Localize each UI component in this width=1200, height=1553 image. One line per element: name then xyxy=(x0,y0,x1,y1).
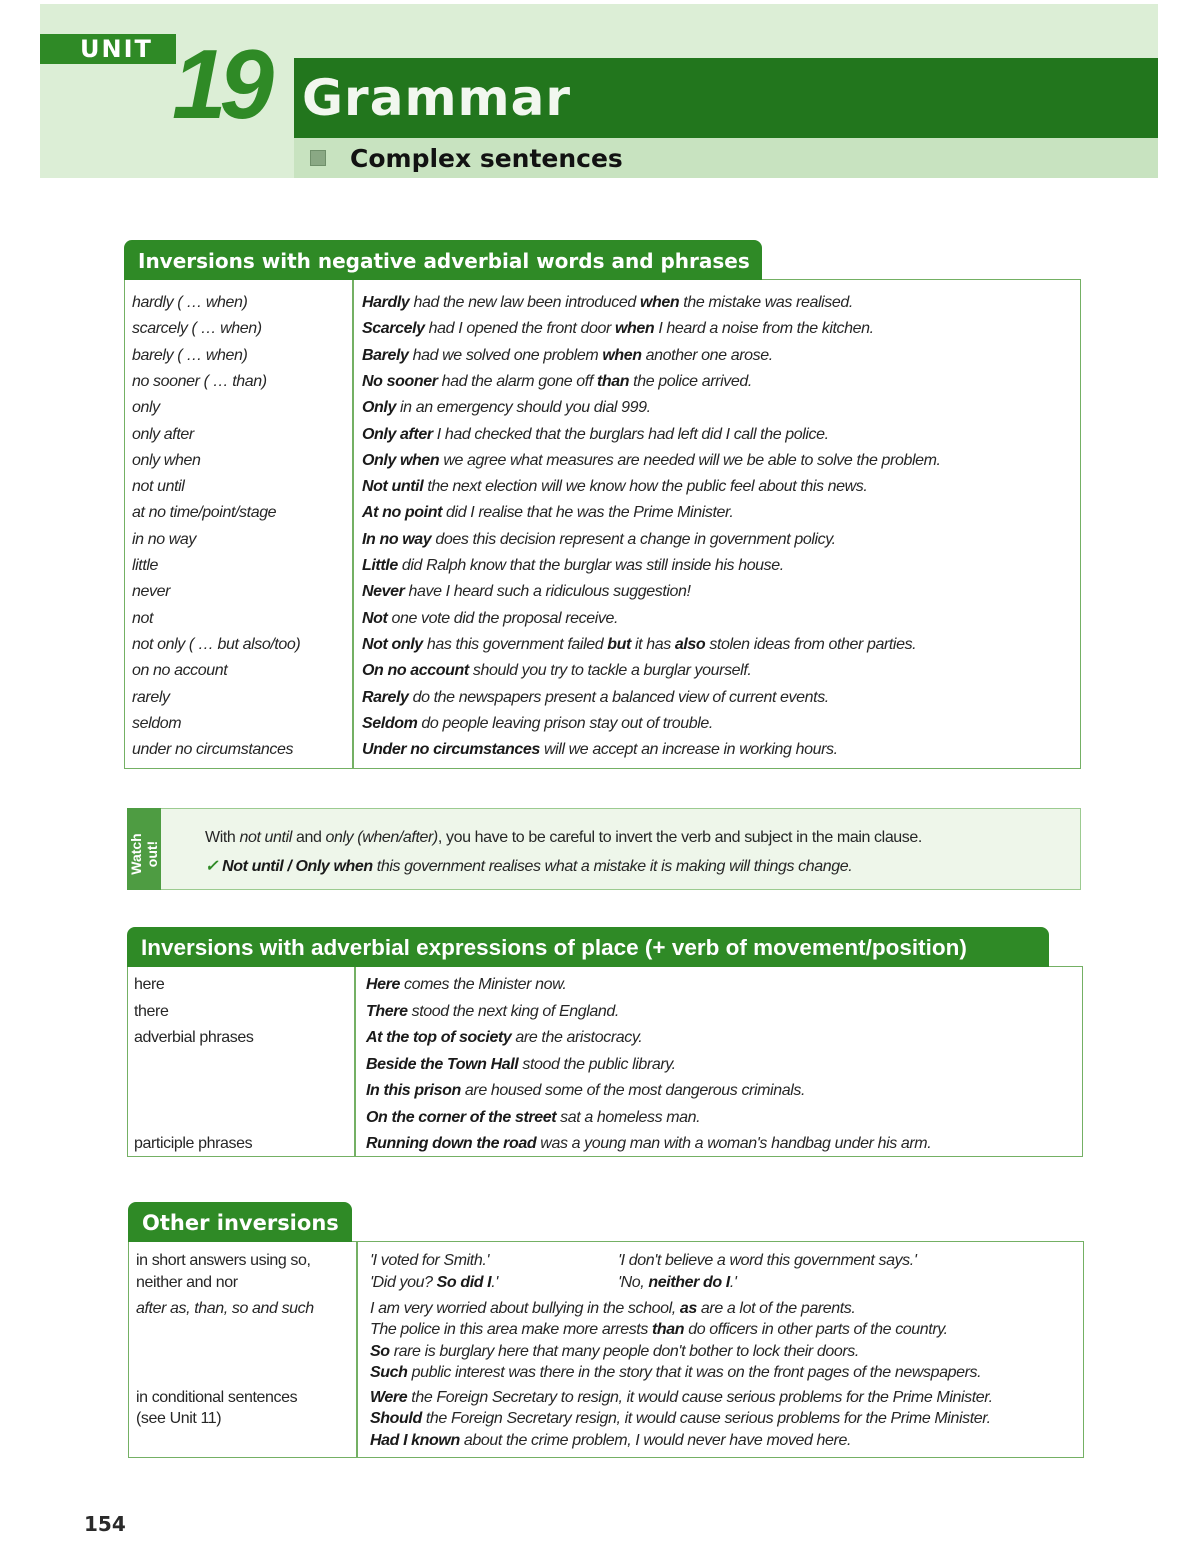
example-text: I heard a noise from the kitchen. xyxy=(654,320,874,338)
adverbial-example xyxy=(362,527,836,553)
page-title: Grammar xyxy=(302,69,572,127)
place-example xyxy=(366,1105,700,1131)
example-bold: Rarely xyxy=(362,688,409,706)
conditional-example xyxy=(370,1387,993,1409)
adverbial-term: only when xyxy=(132,451,201,469)
example-text: The police in this area make more arrests xyxy=(370,1321,652,1339)
example-bold: Had I known xyxy=(370,1431,460,1449)
adverbial-example xyxy=(362,316,874,342)
example-text: should you try to tackle a burglar yourself. xyxy=(468,662,752,680)
adverbial-term: no sooner ( … than) xyxy=(132,372,267,390)
example-text: do officers in other parts of the country. xyxy=(684,1321,948,1339)
adverbial-term: not xyxy=(132,609,154,627)
adverbial-term: in no way xyxy=(132,530,196,548)
example-text: stood the public library. xyxy=(518,1055,676,1073)
place-term: here xyxy=(134,976,165,993)
place-example xyxy=(366,999,619,1025)
example-bold: Barely xyxy=(362,346,409,364)
adverbial-example xyxy=(362,290,853,316)
short-answer-1-line-2 xyxy=(370,1272,498,1294)
adverbial-term: rarely xyxy=(132,688,170,706)
section-title-place-inversions: Inversions with adverbial expressions of place (+ verb of movement/position) xyxy=(127,927,1049,967)
adverbial-term: on no account xyxy=(132,662,228,680)
example-bold: At no point xyxy=(362,504,443,522)
adverbial-example xyxy=(362,632,916,658)
adverbial-term: only after xyxy=(132,425,194,443)
example-text: did I realise that he was the Prime Minister. xyxy=(442,504,734,522)
example-text: had the alarm gone off xyxy=(437,372,597,390)
example-bold: Seldom xyxy=(362,714,418,732)
adverbial-example xyxy=(362,685,829,711)
example-text: did Ralph know that the burglar was still inside his house. xyxy=(397,557,784,574)
short-answer-bold: So did I xyxy=(436,1274,492,1291)
example-text: has this government failed xyxy=(422,635,608,653)
example-bold: Only after xyxy=(362,425,433,443)
example-text: are the aristocracy. xyxy=(511,1029,643,1046)
example-text: public interest was there in the story that it was on the front pages of the newspapers. xyxy=(407,1363,982,1381)
example-text: in an emergency should you dial 999. xyxy=(395,399,651,417)
place-term: there xyxy=(134,1002,169,1020)
example-bold: than xyxy=(596,372,630,390)
watch-out-line-2 xyxy=(205,854,852,880)
example-text: are a lot of the parents. xyxy=(696,1300,856,1317)
example-text: have I heard such a ridiculous suggestion! xyxy=(404,583,691,601)
after-as-example xyxy=(370,1362,981,1384)
after-as-term: after as, than, so and such xyxy=(136,1300,314,1317)
example-text: was a young man with a woman's handbag under his arm. xyxy=(536,1135,932,1152)
adverbial-term: scarcely ( … when) xyxy=(132,320,262,338)
example-text: I had checked that the burglars had left did I call the police. xyxy=(432,425,829,443)
adverbial-term: hardly ( … when) xyxy=(132,294,248,311)
section-title-other-inversions: Other inversions xyxy=(128,1202,352,1242)
example-text: stood the next king of England. xyxy=(407,1002,619,1020)
place-term: adverbial phrases xyxy=(134,1029,254,1046)
page-number: 154 xyxy=(84,1512,126,1536)
example-bold: Beside the Town Hall xyxy=(366,1055,519,1073)
example-bold: Under no circumstances xyxy=(362,741,540,759)
example-text: about the crime problem, I would never have moved here. xyxy=(459,1431,851,1449)
example-bold: Should xyxy=(370,1410,422,1428)
example-bold: There xyxy=(366,1002,408,1020)
example-bold: Never xyxy=(362,583,405,601)
adverbial-example xyxy=(362,737,838,763)
conditional-term-1: in conditional sentences xyxy=(136,1389,298,1406)
example-text: the police arrived. xyxy=(629,372,752,390)
short-answers-term-1: in short answers using so, xyxy=(136,1252,311,1269)
example-bold: No sooner xyxy=(362,372,438,390)
place-example xyxy=(366,1025,642,1051)
example-bold: Here xyxy=(366,976,400,993)
example-bold: Running down the road xyxy=(366,1135,537,1152)
example-bold: Scarcely xyxy=(362,320,425,338)
adverbial-term: seldom xyxy=(132,714,182,732)
adverbial-example xyxy=(362,711,713,737)
adverbial-term: under no circumstances xyxy=(132,741,294,759)
example-text: stolen ideas from other parties. xyxy=(705,635,917,653)
adverbial-term: only xyxy=(132,399,160,417)
example-bold: On no account xyxy=(362,662,469,680)
short-answer-2-line-2 xyxy=(618,1272,737,1294)
short-answer-text: 'Did you? xyxy=(370,1274,437,1291)
adverbial-example xyxy=(362,395,651,421)
example-text: rare is burglary here that many people don't bother to lock their doors. xyxy=(389,1342,859,1360)
unit-label: UNIT xyxy=(40,34,176,64)
example-bold: Little xyxy=(362,557,398,574)
short-answer-1-line-1: 'I voted for Smith.' xyxy=(370,1252,490,1269)
example-bold: So xyxy=(370,1342,390,1360)
short-answer-text: .' xyxy=(729,1274,737,1291)
example-text: had the new law been introduced xyxy=(409,294,640,311)
adverbial-term: never xyxy=(132,583,171,601)
conditional-term-2: (see Unit 11) xyxy=(136,1410,222,1427)
example-bold: At the top of society xyxy=(366,1029,512,1046)
watch-out-label-strip xyxy=(127,808,161,890)
example-text: comes the Minister now. xyxy=(399,976,567,993)
example-bold: Not until xyxy=(362,478,424,496)
place-term: participle phrases xyxy=(134,1135,253,1152)
column-divider xyxy=(352,280,354,768)
example-text: another one arose. xyxy=(641,346,773,364)
short-answers-term-2: neither and nor xyxy=(136,1274,238,1291)
example-text: it has xyxy=(630,635,675,653)
short-answer-2-line-1: 'I don't believe a word this government says.' xyxy=(618,1252,917,1269)
column-divider xyxy=(354,967,356,1156)
check-icon: ✓ xyxy=(205,858,219,875)
conditional-example xyxy=(370,1430,851,1452)
watch-out-label: Watch out! xyxy=(128,833,160,875)
example-bold: Were xyxy=(370,1389,408,1406)
watch-out-text: With xyxy=(205,829,240,846)
adverbial-term: little xyxy=(132,557,159,574)
square-bullet-icon xyxy=(310,150,326,166)
column-divider xyxy=(356,1242,358,1457)
example-bold: Not only xyxy=(362,635,423,653)
adverbial-example xyxy=(362,553,784,579)
example-bold: when xyxy=(602,346,642,364)
adverbial-term: barely ( … when) xyxy=(132,346,248,364)
adverbial-example xyxy=(362,422,829,448)
watch-out-term: not until xyxy=(239,829,292,846)
example-text: had we solved one problem xyxy=(408,346,603,364)
example-bold: In this prison xyxy=(366,1082,461,1099)
watch-out-example: this government realises what a mistake it is making will things change. xyxy=(372,858,853,875)
example-text: the next election will we know how the public feel about this news. xyxy=(423,478,868,496)
example-text: we agree what measures are needed will we be able to solve the problem. xyxy=(439,451,941,469)
example-text: do people leaving prison stay out of trouble. xyxy=(417,714,713,732)
adverbial-term: not only ( … but also/too) xyxy=(132,635,301,653)
adverbial-example xyxy=(362,474,867,500)
adverbial-example xyxy=(362,343,773,369)
conditional-example xyxy=(370,1408,991,1430)
example-bold: Hardly xyxy=(362,294,410,311)
after-as-example xyxy=(370,1341,859,1363)
after-as-example xyxy=(370,1319,948,1341)
adverbial-term: not until xyxy=(132,478,185,496)
example-text: the mistake was realised. xyxy=(679,294,853,311)
example-bold: Not xyxy=(362,609,388,627)
example-text: are housed some of the most dangerous criminals. xyxy=(460,1082,806,1099)
section-title-negative-adverbials: Inversions with negative adverbial words and phrases xyxy=(124,240,762,280)
example-text: do the newspapers present a balanced view of current events. xyxy=(408,688,829,706)
example-text: had I opened the front door xyxy=(424,320,615,338)
after-as-example xyxy=(370,1298,855,1320)
adverbial-example xyxy=(362,658,751,684)
example-bold: when xyxy=(614,320,655,338)
example-bold: than xyxy=(652,1321,685,1339)
example-text: will we accept an increase in working hours. xyxy=(539,741,838,759)
watch-out-text: and xyxy=(291,829,326,846)
adverbial-example xyxy=(362,579,691,605)
short-answer-text: 'No, xyxy=(618,1274,649,1291)
watch-out-term: only (when/after) xyxy=(325,829,438,846)
adverbial-term: at no time/point/stage xyxy=(132,504,277,522)
example-text: does this decision represent a change in government policy. xyxy=(431,530,836,548)
example-bold: Only when xyxy=(362,451,440,469)
short-answer-text: .' xyxy=(491,1274,498,1291)
page-subtitle: Complex sentences xyxy=(350,144,623,173)
example-text: the Foreign Secretary to resign, it would cause serious problems for the Prime Minister. xyxy=(407,1389,993,1406)
unit-number: 19 xyxy=(172,29,268,139)
place-example xyxy=(366,972,566,998)
example-text: one vote did the proposal receive. xyxy=(387,609,619,627)
example-text: I am very worried about bullying in the school, xyxy=(370,1300,680,1317)
place-example xyxy=(366,1052,676,1078)
example-bold: In no way xyxy=(362,530,432,548)
watch-out-bold: Not until / Only when xyxy=(222,858,373,875)
adverbial-example xyxy=(362,369,752,395)
example-bold: Only xyxy=(362,399,396,417)
example-bold: also xyxy=(674,635,706,653)
example-bold: when xyxy=(639,294,680,311)
watch-out-line-1 xyxy=(205,825,922,851)
example-bold: Such xyxy=(370,1363,408,1381)
watch-out-text: , you have to be careful to invert the verb and subject in the main clause. xyxy=(437,829,922,846)
example-text: sat a homeless man. xyxy=(556,1108,701,1126)
adverbial-example xyxy=(362,448,941,474)
example-bold: On the corner of the street xyxy=(366,1108,557,1126)
short-answer-bold: neither do I xyxy=(648,1274,730,1291)
adverbial-example xyxy=(362,606,618,632)
example-text: the Foreign Secretary resign, it would cause serious problems for the Prime Minister. xyxy=(421,1410,991,1428)
example-bold: as xyxy=(679,1300,697,1317)
example-bold: but xyxy=(607,635,631,653)
place-example xyxy=(366,1078,805,1104)
place-example xyxy=(366,1131,931,1157)
adverbial-example xyxy=(362,500,733,526)
